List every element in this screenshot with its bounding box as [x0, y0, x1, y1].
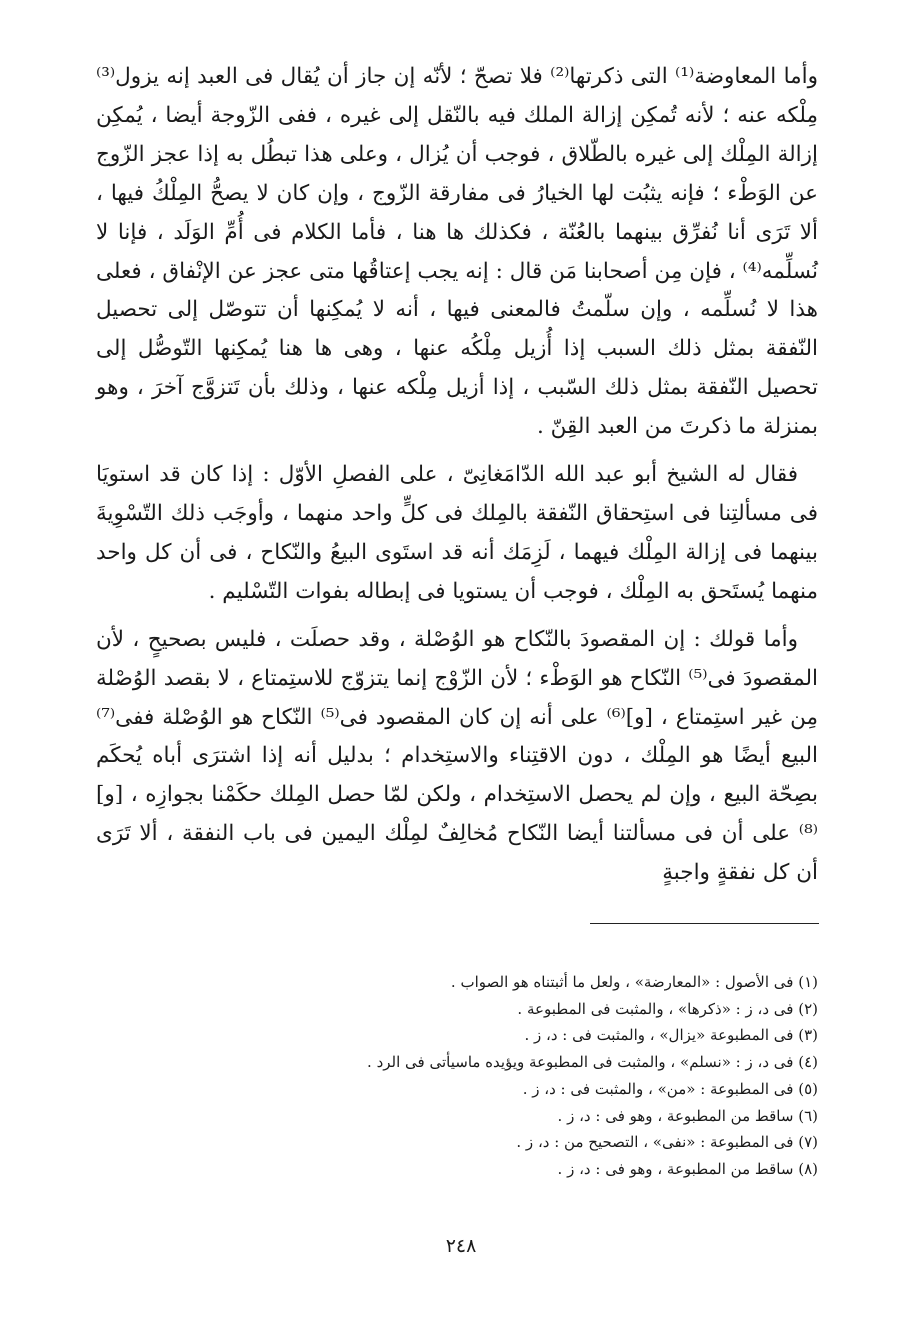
page-number: ٢٤٨ — [445, 1235, 477, 1257]
footnote: (١) فى الأصول : «المعارضة» ، ولعل ما أثبتناه هو الصواب . — [450, 973, 818, 991]
paragraph: وأما قولك : إن المقصودَ بالنّكاح هو الوُصْلة ، وقد حصلَت ، فليس بصحيحٍ ، لأن المقصودَ فى⁽⁵⁾ النّكاح هو الوَطْء ؛ لأن الزّوْج إنما يتزوّج للاستِمتاع ، لا بقصد الوُصْلة مِن غير استِمتاع ، [و]⁽⁶⁾ على أنه إن كان المقصود فى⁽⁵⁾ النّكاح هو الوُصْلة ففى⁽⁷⁾ البيع أيضًا هو المِلْك ، دون الاقتِناء والاستِخدام ؛ بدليل أنه إذا اشترَى أباه يُحكَم بصِحّة البيع ، وإن لم يحصل الاستِخدام ، ولكن لمّا حصل المِلك حكَمْنا بجوازِه ، [و]⁽⁸⁾ على أن فى مسألتنا أيضا النّكاح مُخالِفٌ لمِلْك اليمين فى باب النفقة ، ألا تَرَى أن كل نفقةٍ واجبةٍ — [96, 626, 819, 886]
footnote: (٢) فى د، ز : «ذكرها» ، والمثبت فى المطبوعة . — [517, 999, 818, 1018]
footnote: (٣) فى المطبوعة «يزال» ، والمثبت فى : د، ز . — [524, 1026, 818, 1045]
footnote-separator — [590, 923, 819, 924]
footnote: (٥) فى المطبوعة : «من» ، والمثبت فى : د، ز . — [522, 1079, 818, 1098]
footnote: (٤) فى د، ز : «نسلم» ، والمثبت فى المطبوعة ويؤيده ماسيأتى فى الرد . — [367, 1053, 818, 1072]
footnotes — [96, 969, 818, 1183]
footnote: (٦) ساقط من المطبوعة ، وهو فى : د، ز . — [557, 1106, 818, 1125]
paragraph: فقال له الشيخ أبو عبد الله الدّامَغانِىّ ، على الفصلِ الأوّل : إذا كان قد استويَا فى مسألتِنا فى استِحقاق النّفقة بالمِلك فى كلٍّ واحد منهما ، وأوجَب ذلك التّسْوِيةَ بينهما فى إزالة المِلْك فيهما ، لَزِمَك أنه قد استَوى البيعُ والنّكاح ، فى أن كل واحد منهما يُستَحق به المِلْك ، فوجب أن يستويا فى إبطاله بفوات التّسْليم . — [96, 462, 818, 604]
paragraph: وأما المعاوضة⁽¹⁾ التى ذكرتها⁽²⁾ فلا تصحّ ؛ لأنّه إن جاز أن يُقال فى العبد إنه يزول⁽³⁾ مِلْكه عنه ؛ لأنه تُمكِن إزالة الملك فيه بالنّقل إلى غيره ، ففى الزّوجة أيضا ، يُمكِن إزالة المِلْك إلى غيره بالطّلاق ، فوجب أن يُزال ، وعلى هذا تبطُل به إذا عجز الزّوج عن الوَطْء ؛ فإنه يثبُت لها الخيارُ فى مفارقة الزّوج ، وإن كان لا يصحُّ المِلْكُ فيها ، ألا تَرَى أنا نُفرِّق بينهما بالعُنّة ، فكذلك ها هنا ، فأما الكلام فى أُمِّ الوَلَد ، فإنا لا نُسلِّمه⁽⁴⁾ ، فإن مِن أصحابنا مَن قال : إنه يجب إعتاقُها متى عجز عن الإنْفاق ، فعلى هذا لا نُسلِّمه ، وإن سلّمتُ فالمعنى فيها ، أنه لا يُمكِنها أن تتوصّل إلى تحصيل النّفقة بمثل ذلك السبب إذا أُزيل مِلْكُه عنها ، وهى ها هنا يُمكِنها التّوصُّل إلى تحصيل النّفقة بمثل ذلك السّبب ، إذا أزيل مِلْكه عنها ، وذلك بأن تَتزوَّج آخرَ ، وهو بمنزلة ما ذكرتَ من العبد القِنّ . — [96, 64, 818, 440]
footnote: (٨) ساقط من المطبوعة ، وهو فى : د، ز . — [557, 1159, 818, 1178]
main-text — [96, 58, 818, 893]
footnote: (٧) فى المطبوعة : «نفى» ، التصحيح من : د، ز . — [516, 1133, 818, 1152]
